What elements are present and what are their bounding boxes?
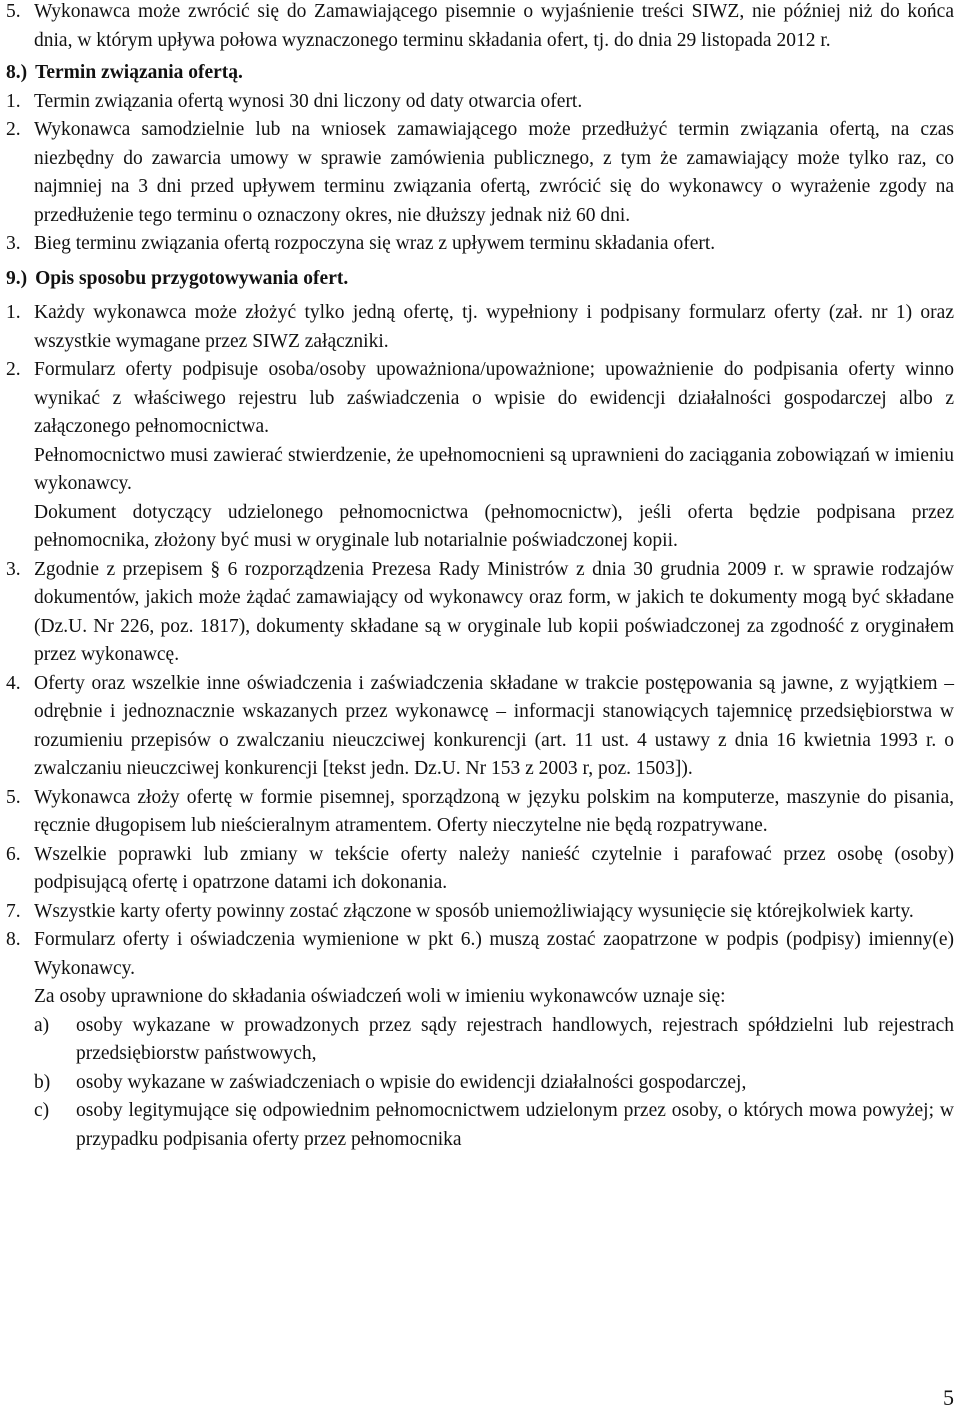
subclause-text: osoby wykazane w zaświadczeniach o wpisie do ewidencji działalności gospodarczej, [76, 1071, 747, 1093]
subclause-letter: b) [34, 1071, 51, 1093]
clause-text: Termin związania ofertą wynosi 30 dni liczony od daty otwarcia ofert. [34, 90, 583, 112]
clause-number: 7. [6, 900, 21, 922]
subclause-c [0, 1097, 960, 1154]
subclause-text: osoby legitymujące się odpowiednim pełnomocnictwem udzielonym przez osoby, o których mowa powyżej; w przypadku podpisania oferty przez pełnomocnika [76, 1100, 954, 1150]
clause-9-2 [0, 356, 960, 442]
clause-9-7 [0, 898, 960, 927]
clause-number: 6. [6, 843, 21, 865]
section-title: Opis sposobu przygotowywania ofert. [35, 267, 349, 289]
subclause-text: osoby wykazane w prowadzonych przez sądy rejestrach handlowych, rejestrach spółdzielni lub rejestrach przedsiębiorstw państwowych, [76, 1014, 954, 1064]
clause-7-5 [0, 0, 960, 55]
subclause-letter: c) [34, 1100, 50, 1121]
section-9-heading [0, 265, 960, 294]
clause-text: Bieg terminu związania ofertą rozpoczyna się wraz z upływem terminu składania ofert. [34, 233, 716, 254]
clause-text: Oferty oraz wszelkie inne oświadczenia i zaświadczenia składane w trakcie postępowania są jawne, z wyjątkiem – odrębnie i jednoznacznie wskazanych przez wykonawcę – informacji stanowiących tajemnicę przedsiębiorstwa w rozumieniu przepisów o zwalczaniu nieuczciwej konkurencji (art. 11 ust. 4 ustawy z dnia 16 kwietnia 1993 r. o zwalczaniu nieuczciwej konkurencji [tekst jedn. Dz.U. Nr 153 z 2003 r, poz. 1503]). [34, 672, 954, 779]
clause-number: 1. [6, 90, 21, 112]
clause-text: Wykonawca samodzielnie lub na wniosek zamawiającego może przedłużyć termin związania ofertą, na czas niezbędny do zawarcia umowy w sprawie zamówienia publicznego, z tym że zamawiający może tylko raz, co najmniej na 3 dni przed upływem terminu związania ofertą, zwrócić się do wykonawcy o wyrażenie zgody na przedłużenie tego terminu o oznaczony okres, nie dłuższy jednak niż 60 dni. [34, 119, 954, 226]
clause-text: Formularz oferty podpisuje osoba/osoby upoważniona/upoważnione; upoważnienie do podpisania oferty winno wynikać z właściwego rejestru lub zaświadczenia o wpisie do ewidencji działalności gospodarczej albo z załączonego pełnomocnictwa. [34, 359, 954, 437]
clause-text: Wszelkie poprawki lub zmiany w tekście oferty należy nanieść czytelnie i parafować przez osobę (osoby) podpisującą ofertę i opatrzone datami ich dokonania. [34, 843, 954, 893]
clause-number: 2. [6, 119, 21, 140]
clause-9-2-paragraph-1: Pełnomocnictwo musi zawierać stwierdzenie, że upełnomocnieni są uprawnieni do zaciągania zobowiązań w imieniu wykonawcy. [34, 444, 954, 494]
clause-9-8 [0, 926, 960, 983]
section-number: 9.) [6, 267, 28, 289]
clause-9-4 [0, 670, 960, 784]
clause-number: 3. [6, 558, 21, 580]
clause-number: 2. [6, 359, 21, 380]
clause-text: Formularz oferty i oświadczenia wymienione w pkt 6.) muszą zostać zaopatrzone w podpis (podpisy) imienny(e) Wykonawcy. [34, 929, 954, 979]
clause-9-1 [0, 299, 960, 356]
clause-text: Wszystkie karty oferty powinny zostać złączone w sposób uniemożliwiający wysunięcie się którejkolwiek karty. [34, 900, 914, 922]
clause-9-3 [0, 556, 960, 670]
clause-number: 4. [6, 672, 21, 694]
clause-number: 3. [6, 233, 21, 254]
clause-text: Każdy wykonawca może złożyć tylko jedną ofertę, tj. wypełniony i podpisany formularz oferty (zał. nr 1) oraz wszystkie wymagane przez SIWZ załączniki. [34, 302, 954, 352]
clause-9-2-paragraph-2: Dokument dotyczący udzielonego pełnomocnictwa (pełnomocnictw), jeśli oferta będzie podpisana przez pełnomocnika, złożony być musi w oryginale lub notarialnie poświadczonej kopii. [34, 501, 954, 551]
clause-number: 8. [6, 929, 21, 950]
clause-number: 1. [6, 302, 21, 323]
subclause-letter: a) [34, 1014, 50, 1036]
page-number: 5 [943, 1385, 954, 1410]
subclause-a [0, 1012, 960, 1069]
clause-number: 5. [6, 786, 21, 808]
clause-text: Wykonawca może zwrócić się do Zamawiającego pisemnie o wyjaśnienie treści SIWZ, nie później niż do końca dnia, w którym upływa połowa wyznaczonego terminu składania ofert, tj. do dnia 29 listopada 2012 r. [34, 1, 954, 51]
section-number: 8.) [6, 62, 28, 83]
clause-text: Zgodnie z przepisem § 6 rozporządzenia Prezesa Rady Ministrów z dnia 30 grudnia 2009 r. w sprawie rodzajów dokumentów, jakich może żądać zamawiający od wykonawcy oraz form, w jakich te dokumenty mogą być składane (Dz.U. Nr 226, poz. 1817), dokumenty składane są w oryginale lub kopii poświadczonej za zgodność z oryginałem przez wykonawcę. [34, 558, 954, 665]
clause-8-1 [0, 88, 960, 117]
section-title: Termin związania ofertą. [35, 62, 243, 83]
clause-9-8-paragraph: Za osoby uprawnione do składania oświadczeń woli w imieniu wykonawców uznaje się: [34, 986, 726, 1007]
clause-8-2 [0, 116, 960, 230]
clause-number: 5. [6, 1, 21, 22]
subclause-b [0, 1069, 960, 1098]
clause-9-6 [0, 841, 960, 898]
clause-8-3 [0, 230, 960, 259]
clause-text: Wykonawca złoży ofertę w formie pisemnej, sporządzoną w języku polskim na komputerze, maszynie do pisania, ręcznie długopisem lub nieścieralnym atramentem. Oferty nieczytelne nie będą rozpatrywane. [34, 786, 954, 836]
section-8-heading [0, 59, 960, 88]
clause-9-5 [0, 784, 960, 841]
